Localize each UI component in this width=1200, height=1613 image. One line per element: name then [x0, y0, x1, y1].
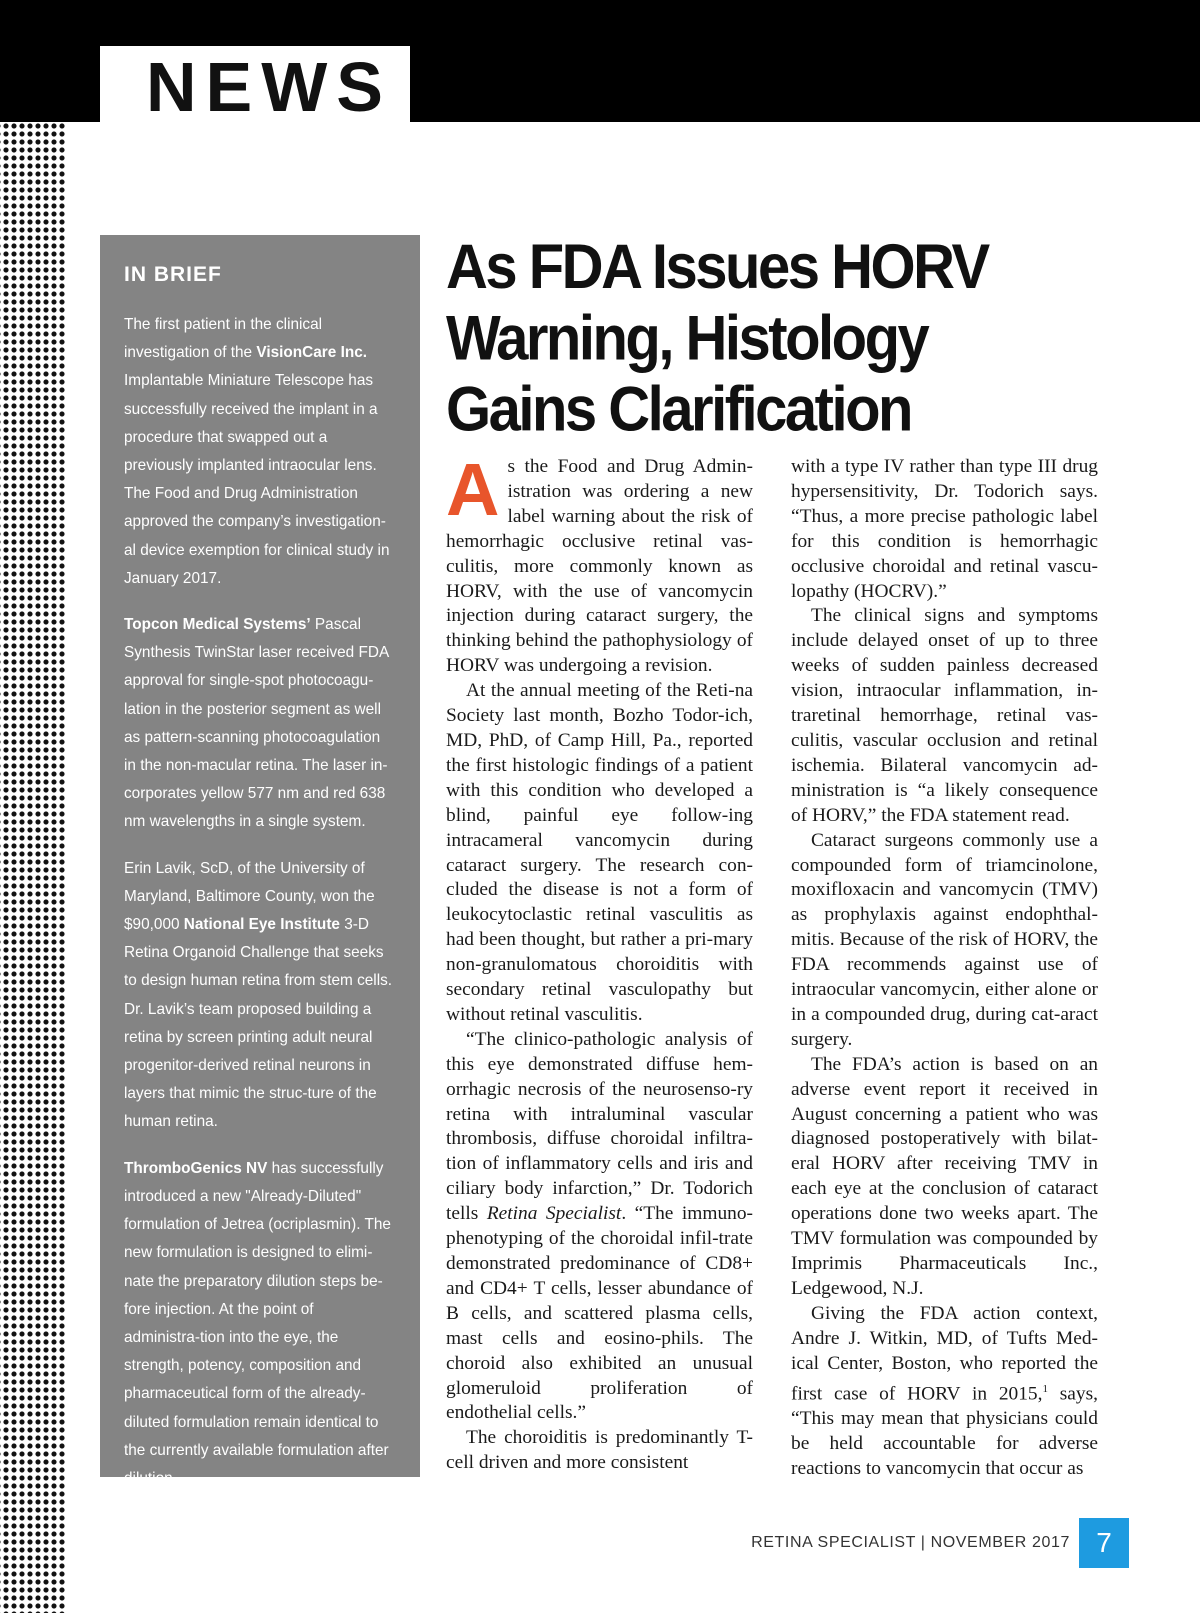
article-paragraph: Giving the FDA action context, Andre J. Witkin, MD, of Tufts Med-ical Center, Boston, who reported the first case of HORV in 2015,$^1$ says, “This may mean that physicians could be held accountable for adverse reactions to vancomycin that occur as — [791, 1302, 1099, 1479]
footer-publication: RETINA SPECIALIST | NOVEMBER 2017 — [751, 1534, 1070, 1551]
article-paragraph: The choroiditis is predominantly T-cell driven and more consistent — [446, 1427, 753, 1474]
drop-cap: A — [446, 448, 500, 531]
brief-item: Topcon Medical Systems’ Pascal Synthesis TwinStar laser received FDA approval for single-spot photocoagu-lation in the posterior segment as well as pattern-scanning photocoagulation in the non-macular retina. The laser in-corporates yellow 577 nm and red 638 nm wavelengths in a single system. — [124, 616, 389, 831]
in-brief-title: IN BRIEF — [124, 263, 222, 286]
in-brief-sidebar — [100, 235, 420, 1487]
brief-item: Erin Lavik, ScD, of the University of Maryland, Baltimore County, won the $90,000 National Eye Institute 3-D Retina Organoid Challenge that seeks to design human retina from stem cells. Dr. Lavik’s team proposed building a retina by screen printing adult neural progenitor-derived retinal neurons in layers that mimic the struc-ture of the human retina. — [124, 859, 393, 1131]
section-label: NEWS — [146, 48, 392, 126]
article-headline: As FDA Issues HORV Warning, Histology Gains Clarification — [446, 232, 988, 445]
article-paragraph: At the annual meeting of the Reti-na Society last month, Bozho Todor-ich, MD, PhD, of Camp Hill, Pa., reported the first histologic findings of a patient with this condition who developed a blind, painful eye follow-ing intracameral vancomycin during cataract surgery. The research con-cluded the disease is not a form of leukocytoclastic retinal vasculitis as had been thought, but rather a pri-mary non-granulomatous choroiditis with secondary retinal vasculopathy but without retinal vasculitis. — [446, 680, 753, 1025]
article-paragraph: As the Food and Drug Admin-istration was ordering a new label warning about the risk of hemorrhagic occlusive retinal vas-culitis, more commonly known as HORV, with the use of vancomycin injection during cataract surgery, the thinking behind the pathophysiology of HORV was undergoing a revision. — [446, 448, 753, 677]
article-paragraph: The FDA’s action is based on an adverse event report it received in August concerning a patient who was diagnosed postoperatively with bilat-eral HORV after receiving TMV in each eye at the conclusion of cataract operations done two weeks apart. The TMV formulation was compounded by Imprimis Pharmaceuticals Inc., Ledgewood, N.J. — [791, 1053, 1098, 1299]
brief-item: ThromboGenics NV has successfully introduced a new "Already-Diluted" formulation of Jetrea (ocriplasmin). The new formulation is designed to elimi-nate the preparatory dilution steps be-fore injection. At the point of administra-tion into the eye, the strength, potency, composition and pharmaceutical form of the already-diluted formulation remain identical to the currently available formulation after dilution. — [124, 1159, 391, 1487]
article-paragraph: Cataract surgeons commonly use a compounded form of triamcinolone, moxifloxacin and vancomycin (TMV) as prophylaxis against endophthal-mitis. Because of the risk of HORV, the FDA recommends against use of intraocular vancomycin, either alone or in a compounded drug, during cat-aract surgery. — [791, 829, 1098, 1050]
brief-item: The first patient in the clinical investigation of the VisionCare Inc. Implantable Miniature Telescope has successfully received the implant in a procedure that swapped out a previously implanted intraocular lens. The Food and Drug Administration approved the company’s investigation-al device exemption for clinical study in January 2017. — [124, 316, 390, 587]
section-tab — [100, 46, 410, 126]
article-paragraph: The clinical signs and symptoms include delayed onset of up to three weeks of sudden painless decreased vision, intraocular inflammation, in-traretinal hemorrhage, retinal vas-culitis, vascular occlusion and retinal ischemia. Bilateral vancomycin ad-ministration is “a likely consequence of HORV,” the FDA statement read. — [791, 605, 1098, 826]
article-column-1 — [446, 448, 753, 1476]
article-paragraph: “The clinico-pathologic analysis of this eye demonstrated diffuse hem-orrhagic necrosis of the neurosenso-ry retina with intraluminal vascular thrombosis, diffuse choroidal infiltra-tion of inflammatory cells and iris and ciliary body infarction,” Dr. Todorich tells Retina Specialist. “The immuno-phenotyping of the choroidal infil-trate demonstrated predominance of CD8+ and CD4+ T cells, lesser abundance of B cells, and scattered plasma cells, mast cells and eosino-phils. The choroid also exhibited an unusual glomeruloid proliferation of endothelial cells.” — [446, 1028, 753, 1424]
dot-pattern-margin — [0, 122, 66, 1613]
article-column-2 — [791, 455, 1098, 1482]
page-number: 7 — [1079, 1518, 1129, 1568]
footnote-ref: 1 — [1042, 1382, 1048, 1395]
article-paragraph: with a type IV rather than type III drug hypersensitivity, Dr. Todorich says. “Thus, a more precise pathologic label for this condition is hemorrhagic occlusive choroidal and retinal vascu-lopathy (HOCRV).” — [791, 456, 1098, 602]
